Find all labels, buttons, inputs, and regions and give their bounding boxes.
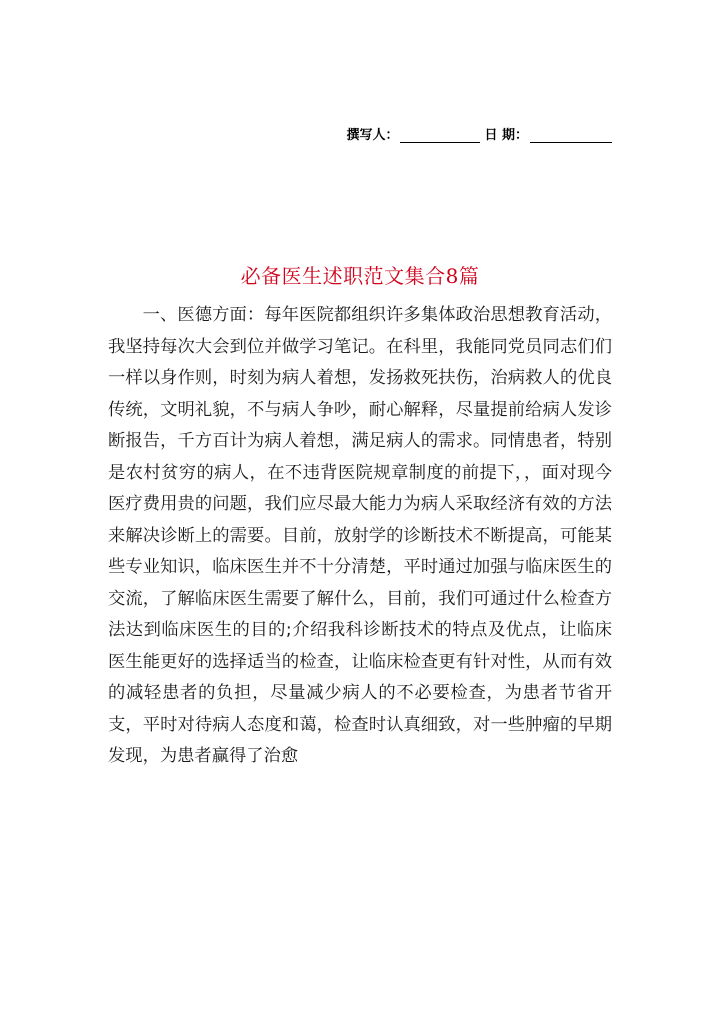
author-date-line bbox=[0, 124, 612, 143]
body-paragraph: 一、医德方面：每年医院都组织许多集体政治思想教育活动，我坚持每次大会到位并做学习笔记。在科里，我能同党员同志们们一样以身作则，时刻为病人着想，发扬救死扶伤，治病救人的优良传统，文明礼貌，不与病人争吵，耐心解释，尽量提前给病人发诊断报告，千方百计为病人着想，满足病人的需求。同情患者，特别是农村贫穷的病人，在不违背医院规章制度的前提下，，面对现今医疗费用贵的问题，我们应尽最大能力为病人采取经济有效的方法来解决诊断上的需要。目前，放射学的诊断技术不断提高，可能某些专业知识，临床医生并不十分清楚，平时通过加强与临床医生的交流，了解临床医生需要了解什么，目前，我们可通过什么检查方法达到临床医生的目的;介绍我科诊断技术的特点及优点，让临床医生能更好的选择适当的检查，让临床检查更有针对性，从而有效的减轻患者的负担，尽量减少病人的不必要检查，为患者节省开支，平时对待病人态度和蔼，检查时认真细致，对一些肿瘤的早期发现，为患者赢得了治愈 bbox=[108, 305, 612, 766]
date-label: 日 期： bbox=[484, 128, 528, 143]
date-blank-field bbox=[530, 128, 612, 143]
document-title: 必备医生述职范文集合8篇 bbox=[240, 264, 480, 288]
author-label: 撰写人： bbox=[346, 128, 399, 143]
author-blank-field bbox=[400, 128, 480, 143]
